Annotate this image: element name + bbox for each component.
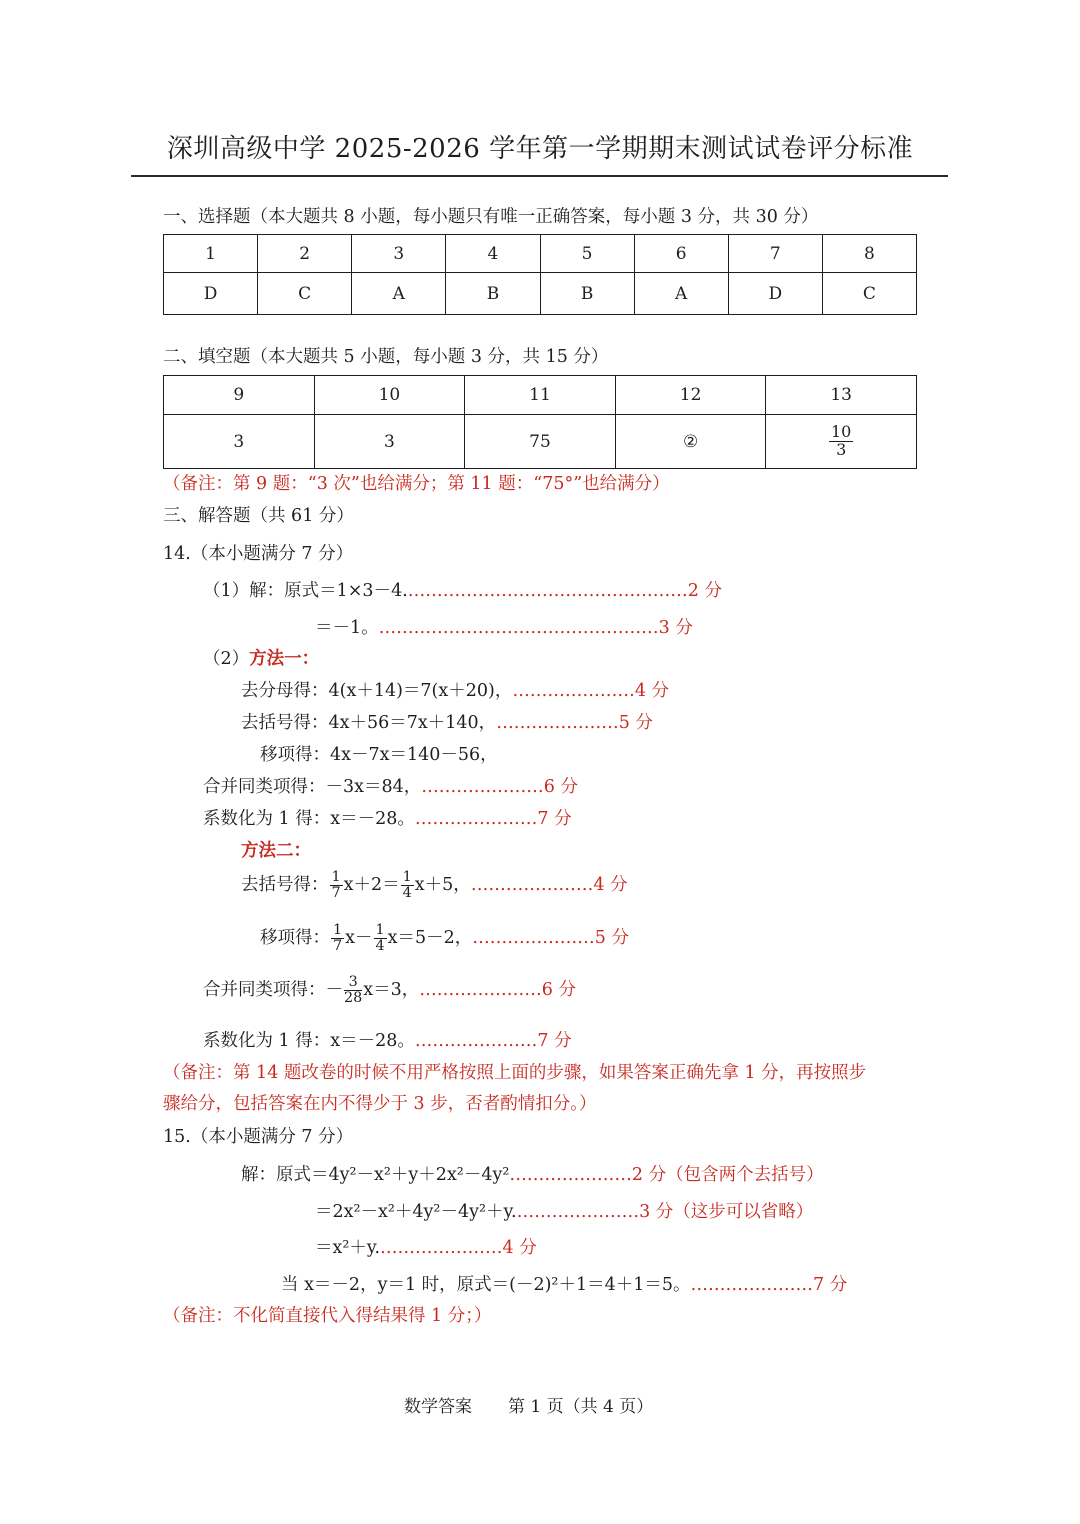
score-leader-dots: ………………… (690, 1275, 813, 1295)
step-label: 合并同类项得： (203, 980, 326, 1001)
step-expr: 4(x＋14)＝7(x＋20)， (328, 681, 513, 701)
fraction-numerator: 3 (344, 975, 362, 991)
score-leader-dots: ………………………………………… (378, 618, 659, 638)
section2-note: （备注：第 9 题：“3 次”也给满分；第 11 题：“75°”也给满分） (163, 474, 670, 494)
choice-number-cell: 3 (352, 235, 446, 273)
step-expr: x＝3， (363, 980, 420, 1001)
q14-part1-expr: （1）解：原式＝1×3－4. (203, 581, 408, 601)
step-expr: －3x＝84， (325, 777, 422, 797)
fraction-denominator: 7 (333, 938, 343, 955)
m1-step5-line (203, 805, 572, 830)
method-one-label: 方法一： (249, 649, 320, 669)
fraction-denominator: 4 (402, 885, 412, 902)
choice-number-cell: 4 (446, 235, 540, 273)
score-value: 6 分 (541, 980, 576, 1001)
q14-note-line2: 骤给分，包括答案在内不得少于 3 步，否者酌情扣分。） (163, 1094, 597, 1114)
score-leader-dots: ………………… (470, 875, 594, 896)
choice-answer-cell: A (634, 273, 728, 315)
score-leader-dots: ………………… (516, 1202, 640, 1222)
score-leader-dots: ………………… (421, 777, 544, 797)
choice-number-cell: 7 (728, 235, 822, 273)
fraction-one-fourth (374, 923, 387, 954)
fill-number-cell: 13 (766, 376, 917, 415)
fraction-numerator: 10 (831, 422, 852, 442)
footer-page-number: 第 1 页（共 4 页） (508, 1397, 654, 1417)
score-leader-dots: ………………… (509, 1165, 632, 1185)
m1-step1-line (241, 677, 669, 702)
score-value: 7 分 (537, 809, 572, 829)
q14-part1-result: ＝－1。 (315, 618, 379, 638)
section3-heading: 三、解答题（共 61 分） (163, 506, 354, 526)
q14-part1-line (203, 577, 722, 602)
fill-number-cell: 11 (465, 376, 616, 415)
q15-note: （备注：不化简直接代入得结果得 1 分；） (163, 1306, 492, 1326)
score-leader-dots: ………………… (419, 980, 542, 1001)
score-value: 2 分（包含两个去括号） (631, 1165, 824, 1185)
score-value: 4 分 (634, 681, 670, 701)
m1-step4-line (203, 773, 578, 798)
q14-note-line1: （备注：第 14 题改卷的时候不用严格按照上面的步骤，如果答案正确先拿 1 分，再按照步 (163, 1063, 867, 1083)
fraction-three-twentyeighths (344, 975, 362, 1006)
step-expr: x－ (345, 928, 373, 949)
fraction-one-fourth (401, 870, 414, 901)
step-expr: ＝x²＋y. (315, 1238, 381, 1258)
m1-step3-line (260, 741, 498, 766)
score-leader-dots: ………………………………………… (407, 581, 688, 601)
step-label: 去分母得： (241, 681, 329, 701)
score-value: 4 分 (502, 1238, 537, 1258)
m2-step2-line (260, 923, 629, 954)
fill-number-cell: 12 (615, 376, 766, 415)
q14-part2-label: （2） (203, 649, 250, 669)
m2-step1-line (241, 870, 628, 901)
m1-step2-line (241, 709, 653, 734)
score-value: 2 分 (687, 581, 722, 601)
step-expr: x＋2＝ (343, 875, 400, 896)
choice-answer-cell: D (164, 273, 258, 315)
q15-step1-line (241, 1161, 824, 1186)
score-leader-dots: ………………… (512, 681, 635, 701)
minus-sign: － (325, 980, 343, 1001)
choice-answer-row (164, 273, 917, 315)
choice-number-cell: 6 (634, 235, 728, 273)
step-label: 合并同类项得： (203, 777, 326, 797)
q14-part1-result-line (315, 614, 693, 639)
step-label: 系数化为 1 得： (203, 1031, 331, 1051)
section2-heading: 二、填空题（本大题共 5 小题，每小题 3 分，共 15 分） (163, 347, 609, 367)
score-leader-dots: ………………… (380, 1238, 503, 1258)
choice-answer-cell: D (728, 273, 822, 315)
q14-heading: 14.（本小题满分 7 分） (163, 544, 354, 564)
fill-answer-cell: 75 (465, 415, 616, 469)
choice-answer-table (163, 234, 917, 315)
score-leader-dots: ………………… (496, 713, 619, 733)
fraction-numerator: 1 (375, 922, 385, 938)
fill-blank-answer-table (163, 375, 917, 469)
method-two-label: 方法二： (241, 841, 311, 861)
choice-answer-cell: B (540, 273, 634, 315)
score-value: 5 分 (618, 713, 653, 733)
q15-step3-line (315, 1234, 537, 1259)
section1-heading: 一、选择题（本大题共 8 小题，每小题只有唯一正确答案，每小题 3 分，共 30 分） (163, 207, 819, 227)
fraction-one-seventh (331, 923, 344, 954)
fill-number-row (164, 376, 917, 415)
footer-subject: 数学答案 (404, 1397, 472, 1417)
choice-answer-cell: A (352, 273, 446, 315)
choice-number-cell: 5 (540, 235, 634, 273)
fraction-numerator: 1 (402, 869, 412, 885)
choice-number-cell: 1 (164, 235, 258, 273)
choice-number-cell: 2 (258, 235, 352, 273)
fraction-numerator: 1 (333, 922, 343, 938)
step-label: 移项得： (260, 745, 330, 765)
step-expr: x＝5－2， (387, 928, 473, 949)
step-expr: 4x－7x＝140－56， (330, 745, 498, 765)
fill-answer-row (164, 415, 917, 469)
fill-answer-cell-fraction (766, 415, 917, 469)
q15-heading: 15.（本小题满分 7 分） (163, 1127, 354, 1147)
step-label: 去括号得： (241, 875, 329, 896)
document-title: 深圳高级中学 2025-2026 学年第一学期期末测试试卷评分标准 (166, 134, 914, 164)
step-expr: 当 x＝－2，y＝1 时，原式＝(－2)²＋1＝4＋1＝5。 (281, 1275, 691, 1295)
q15-step2-line (315, 1198, 813, 1223)
step-label: 移项得： (260, 928, 330, 949)
fill-answer-cell: 3 (314, 415, 465, 469)
score-leader-dots: ………………… (472, 928, 595, 949)
choice-number-cell: 8 (822, 235, 916, 273)
fraction-denominator: 7 (331, 885, 341, 902)
q15-step4-line (281, 1271, 847, 1296)
choice-answer-cell: B (446, 273, 540, 315)
step-expr: x＝－28。 (330, 809, 415, 829)
fill-number-cell: 9 (164, 376, 315, 415)
choice-answer-cell: C (822, 273, 916, 315)
fraction-one-seventh (330, 870, 343, 901)
step-expr: x＝－28。 (330, 1031, 415, 1051)
title-divider (131, 175, 948, 177)
step-expr: ＝2x²－x²＋4y²－4y²＋y. (315, 1202, 517, 1222)
score-value: 6 分 (543, 777, 578, 797)
score-value: 3 分（这步可以省略） (639, 1202, 814, 1222)
m2-step4-line (203, 1027, 572, 1052)
step-expr: 4x＋56＝7x＋140， (328, 713, 497, 733)
fill-answer-cell: ② (615, 415, 766, 469)
fraction-numerator: 1 (331, 869, 341, 885)
fraction-denominator: 28 (344, 990, 363, 1007)
footer (404, 1392, 653, 1417)
score-leader-dots: ………………… (414, 809, 538, 829)
m2-step3-line (203, 975, 576, 1006)
q14-part2-heading (203, 645, 319, 670)
step-expr: x＋5， (414, 875, 471, 896)
fill-number-cell: 10 (314, 376, 465, 415)
score-value: 3 分 (658, 618, 693, 638)
step-label: 去括号得： (241, 713, 329, 733)
score-value: 7 分 (813, 1275, 848, 1295)
answer13-fraction (829, 424, 853, 459)
choice-number-row (164, 235, 917, 273)
choice-answer-cell: C (258, 273, 352, 315)
score-value: 5 分 (594, 928, 629, 949)
step-label: 系数化为 1 得： (203, 809, 331, 829)
fraction-denominator: 3 (836, 440, 847, 459)
score-value: 7 分 (537, 1031, 572, 1051)
fill-answer-cell: 3 (164, 415, 315, 469)
step-expr: 解：原式＝4y²－x²＋y＋2x²－4y² (241, 1165, 510, 1185)
fraction-denominator: 4 (375, 938, 385, 955)
score-value: 4 分 (593, 875, 628, 896)
score-leader-dots: ………………… (414, 1031, 538, 1051)
